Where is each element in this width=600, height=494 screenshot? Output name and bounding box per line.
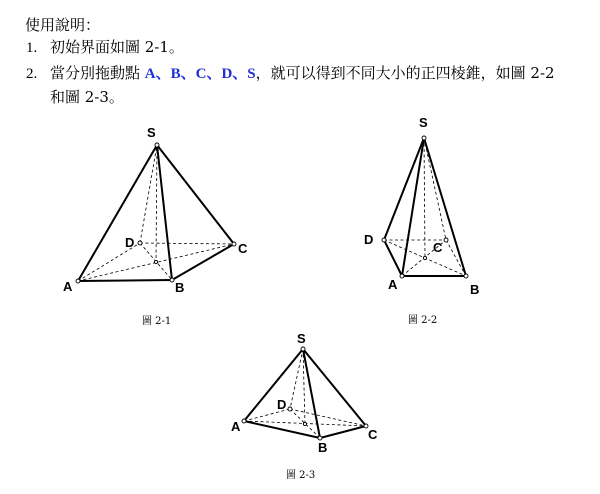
label-B: B (318, 440, 328, 455)
point-D[interactable] (288, 407, 292, 411)
caption-2-2: 圖 2-2 (408, 315, 438, 326)
label-C: C (238, 241, 248, 256)
point-D[interactable] (138, 241, 142, 245)
edge-SB (157, 145, 172, 280)
caption-2-3: 圖 2-3 (286, 470, 316, 481)
edge-SA (244, 349, 303, 421)
point-S[interactable] (301, 347, 305, 351)
item-number: 1. (26, 40, 38, 56)
point-B[interactable] (170, 278, 174, 282)
point-B[interactable] (464, 274, 468, 278)
figure-2-2 (364, 115, 479, 326)
label-S: S (297, 331, 306, 346)
point-S[interactable] (155, 143, 159, 147)
edge-DC (140, 243, 234, 244)
point-O (303, 422, 306, 425)
edge-SC (424, 138, 446, 240)
label-B: B (175, 280, 185, 295)
draggable-points-text: A、B、C、D、S (144, 66, 256, 82)
label-A: A (388, 277, 398, 292)
point-A[interactable] (76, 279, 80, 283)
label-C: C (368, 427, 378, 442)
edge-SA (402, 138, 424, 276)
item-text-before: 當分別拖動點 (50, 64, 145, 82)
caption-2-1: 圖 2-1 (142, 316, 172, 327)
label-B: B (470, 282, 480, 297)
label-S: S (147, 125, 156, 140)
label-D: D (364, 232, 374, 247)
edge-AB (244, 421, 320, 438)
edge-SC (303, 349, 366, 426)
edge-AD (384, 240, 402, 276)
label-A: A (63, 279, 73, 294)
figure-2-1 (63, 125, 248, 327)
edge-SB (424, 138, 466, 276)
instruction-item-2-continuation: 和圖 2-3。 (50, 88, 124, 106)
edge-BC (320, 426, 366, 438)
point-A[interactable] (242, 419, 246, 423)
label-C: C (433, 240, 443, 255)
item-text: 初始界面如圖 2-1。 (50, 38, 184, 56)
point-O (423, 256, 426, 259)
label-S: S (419, 115, 428, 130)
item-number: 2. (26, 66, 38, 82)
instructions-heading: 使用說明： (25, 16, 101, 34)
point-O (154, 260, 157, 263)
label-D: D (277, 397, 287, 412)
label-D: D (125, 235, 135, 250)
point-C[interactable] (232, 242, 236, 246)
edge-AB (78, 280, 172, 281)
point-S[interactable] (422, 136, 426, 140)
edge-BC (172, 244, 234, 280)
height-SO (156, 145, 157, 262)
point-C[interactable] (444, 238, 448, 242)
figure-2-3 (231, 331, 378, 481)
point-A[interactable] (400, 274, 404, 278)
point-D[interactable] (382, 238, 386, 242)
edge-SC (157, 145, 234, 244)
item-text-after: ，就可以得到不同大小的正四棱錐，如圖 2-2 (255, 64, 555, 82)
edge-SD (384, 138, 424, 240)
label-A: A (231, 419, 241, 434)
